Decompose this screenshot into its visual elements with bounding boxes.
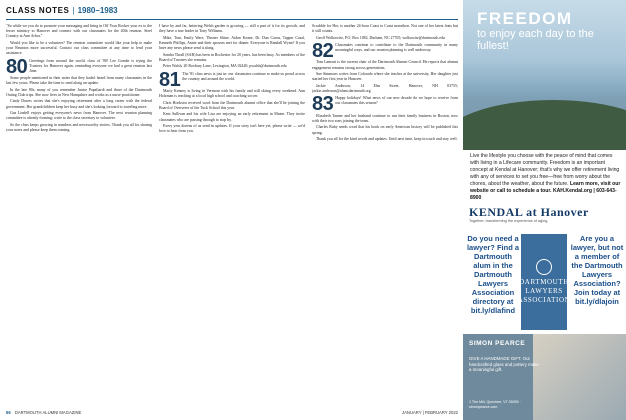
note-paragraph: In the late 80s, many of you remember Janice Papaliardi and those of the Dartmouth Outing Club trips. She now lives in New Hampshire and works as a nurse practitioner.	[6, 87, 152, 97]
column-3	[312, 24, 458, 408]
note-paragraph: Chris Hoekstra received word from the Dartmouth alumni office that she'll be joining the Board of Overseers of the Tuck School this year.	[159, 100, 305, 110]
lawyers-find-text[interactable]: Do you need a lawyer? Find a Dartmouth alum in the Dartmouth Lawyers Association directory at bit.ly/dlafind	[466, 234, 520, 315]
seal-icon	[536, 259, 552, 275]
note-paragraph: Thank you all for the kind words and updates. Until next time, keep in touch and stay well.	[316, 137, 458, 142]
simon-pearce-contact[interactable]: 1 The Mill, Quechee, VT 05059 · simonpearce.com	[469, 400, 521, 409]
simon-pearce-ad[interactable]	[463, 334, 626, 420]
lawyers-join-text[interactable]: Are you a lawyer, but not a member of the Dartmouth Lawyers Association? Join today at bit.ly/dlajoin	[570, 234, 624, 306]
header-separator: |	[72, 6, 75, 15]
note-paragraph: Sue Simmons writes from Colorado where she teaches at the university. Her daughter just started her first year in Hanover.	[312, 72, 458, 82]
note-paragraph: Some people mentioned in their notes that they hadn't heard from many classmates in the last few years. Please take the time to send along an update.	[6, 76, 152, 86]
ad-contact-link[interactable]: KAH.Kendal.org | 603-643-8900	[470, 188, 617, 201]
note-paragraph: Cindy Dawes writes that she's enjoying retirement after a long career with the federal government. Her grandchildren keep her busy and she's looking forward to traveling more.	[6, 99, 152, 109]
lawyers-center-panel	[517, 234, 571, 330]
secretary-contact: Peter Walsh, 20 Roxbury Lane, Lexington, MA 02420; pwalsh@dartmouth.edu	[163, 64, 287, 69]
footer-left	[6, 410, 81, 415]
column-2	[159, 24, 305, 408]
ad-body-text: Live the lifestyle you choose with the peace of mind that comes with living in a Lifecare community. Freedom is an important concept at Kendal at Hanover; that's why we offer retirement living with any of services to set you free—free from worry about the chores, about the weather, about the future.	[470, 153, 620, 187]
class-year-block	[6, 55, 152, 78]
note-paragraph: Every year dozens of us send in updates. If your story isn't here yet, please write — we'd love to hear from you.	[159, 124, 305, 134]
hillside	[463, 100, 626, 150]
class-year-lead: Classmates continue to contribute to the Dartmouth community in many meaningful ways, and our reunion planning is well underway.	[335, 42, 458, 53]
note-paragraph: Charles Ruby sends word that his book on early American history will be published this spring.	[312, 125, 458, 135]
note-paragraph: Kent Sullivan and his wife Lisa are enjoying an early retirement in Maine. They invite classmates who are passing through to stop by.	[159, 112, 305, 122]
intro-paragraph-2: Would you like to be a volunteer? The reunion committee would like your help to make your Reunion more successful. Contact our class committee at any time to lend your assistance.	[6, 40, 152, 56]
header-rule	[6, 19, 458, 20]
ad-body	[470, 153, 622, 202]
note-paragraph: So the class keeps growing in numbers and newsworthy stories. Thank you all for sharing your notes and please keep them coming.	[6, 122, 152, 133]
lawyers-ad[interactable]	[463, 234, 626, 330]
ad-headline-main: FREEDOM	[477, 9, 573, 28]
secretary-contact: Geoff Wolkowitz, P.O. Box 1082, Durham, NC 27705; wolkowitz@dartmouth.edu	[316, 35, 445, 40]
class-year-number: 81	[159, 68, 181, 91]
kendal-tagline: Together, transforming the experience of aging.	[469, 219, 549, 223]
note-paragraph: Mike, Tom, Emily Ware, Theater Shine, Aidan Keane, Dr. Dan Caron, Tapper Casal, Kenneth Phillips, Annie and their spouses met for dinner. Everyone is Randall Wynn? If you have any news please send it along.	[159, 35, 305, 51]
secretary-contact: Jackie Anderson, 14 Elm Street, Hanover, NH 03755; jackie.anderson@alum.dartmouth.org	[312, 83, 458, 94]
ad-cta: Learn more, visit our website or call to schedule a tour.	[470, 181, 621, 194]
simon-pearce-text: GIVE A HANDMADE GIFT. Our handcrafted glass and pottery make a meaningful gift.	[469, 356, 539, 373]
intro-paragraph: "So while we you do to promote your messaging and bring in Off Your Rocker your ex to the lesser ministry to Hanover and connect with our classmates for the 40th reunion. Steel Country at Ann Arbor."	[6, 24, 152, 39]
ad-headline	[477, 10, 617, 52]
note-paragraph: Tom Lamont is the current chair of the Dartmouth Alumni Council. He reports that alumni engagement remains strong across generations.	[312, 60, 458, 70]
simon-pearce-logo: SIMON PEARCE	[469, 340, 526, 347]
class-year-number: 83	[312, 93, 334, 116]
note-paragraph: I have by and far, bettering Welsh garden is growing — still a part of it for its growth, and they have a true leader in Tony Williams.	[159, 24, 305, 34]
note-paragraph: Gus Lindell enjoys getting everyone's news from Hanover. The next reunion planning committee is already forming; write to the class secretary to volunteer.	[6, 111, 152, 121]
page-footer	[6, 410, 458, 415]
class-year-block	[312, 93, 458, 116]
lawyers-assoc-name: DARTMOUTH LAWYERS ASSOCIATION	[517, 278, 571, 304]
class-year-number: 80	[6, 55, 28, 78]
kendal-logo	[469, 205, 621, 220]
section-title: CLASS NOTES	[6, 6, 70, 15]
note-paragraph: Marty Kenney is living in Vermont with his family and still skiing every weekend. Ann Holzman is teaching at a local high school and coaching soccer.	[159, 89, 305, 99]
class-year-number: 82	[312, 39, 334, 62]
class-year-lead: The '81 class news is just in: our classmates continue to make us proud across the country and around the world.	[182, 71, 305, 81]
page-number: 66	[6, 410, 11, 415]
ad-subhead: to enjoy each day to the fullest!	[477, 28, 594, 52]
note-paragraph: Sandra Thrall (SAR) has been in Rochester for 20 years, has been busy. As members of the Board of Trustees she remains.	[159, 52, 305, 62]
note-paragraph: Scrabble for Her, is another 24-hour Coast to Coast marathon. Not one of her latest feats but it still counts.	[312, 24, 458, 34]
page-header	[6, 6, 458, 20]
class-year-lead: Happy holidays! What news of our new decade do we hope to receive from our classmates this season?	[335, 96, 458, 106]
magazine-name: DARTMOUTH ALUMNI MAGAZINE	[14, 410, 82, 415]
class-year-block	[159, 68, 305, 91]
product-photo	[533, 334, 626, 420]
class-years: 1980–1983	[77, 6, 118, 15]
kendal-logo-text: KENDAL at Hanover	[469, 205, 589, 219]
lake-photo	[463, 0, 626, 150]
issue-date: JANUARY | FEBRUARY 2022	[402, 410, 458, 415]
kendal-ad[interactable]	[463, 0, 626, 230]
column-1	[6, 24, 152, 408]
note-paragraph: Elizabeth Tanner and her husband continue to run their family business in Boston, now with their two sons joining the team.	[312, 113, 458, 123]
class-year-lead: Greetings from around the world, class of '80! Lee Gombe is trying the Trustees for Hanover again, reminding everyone we had a great reunion last June.	[29, 58, 152, 73]
class-year-block	[312, 39, 458, 62]
